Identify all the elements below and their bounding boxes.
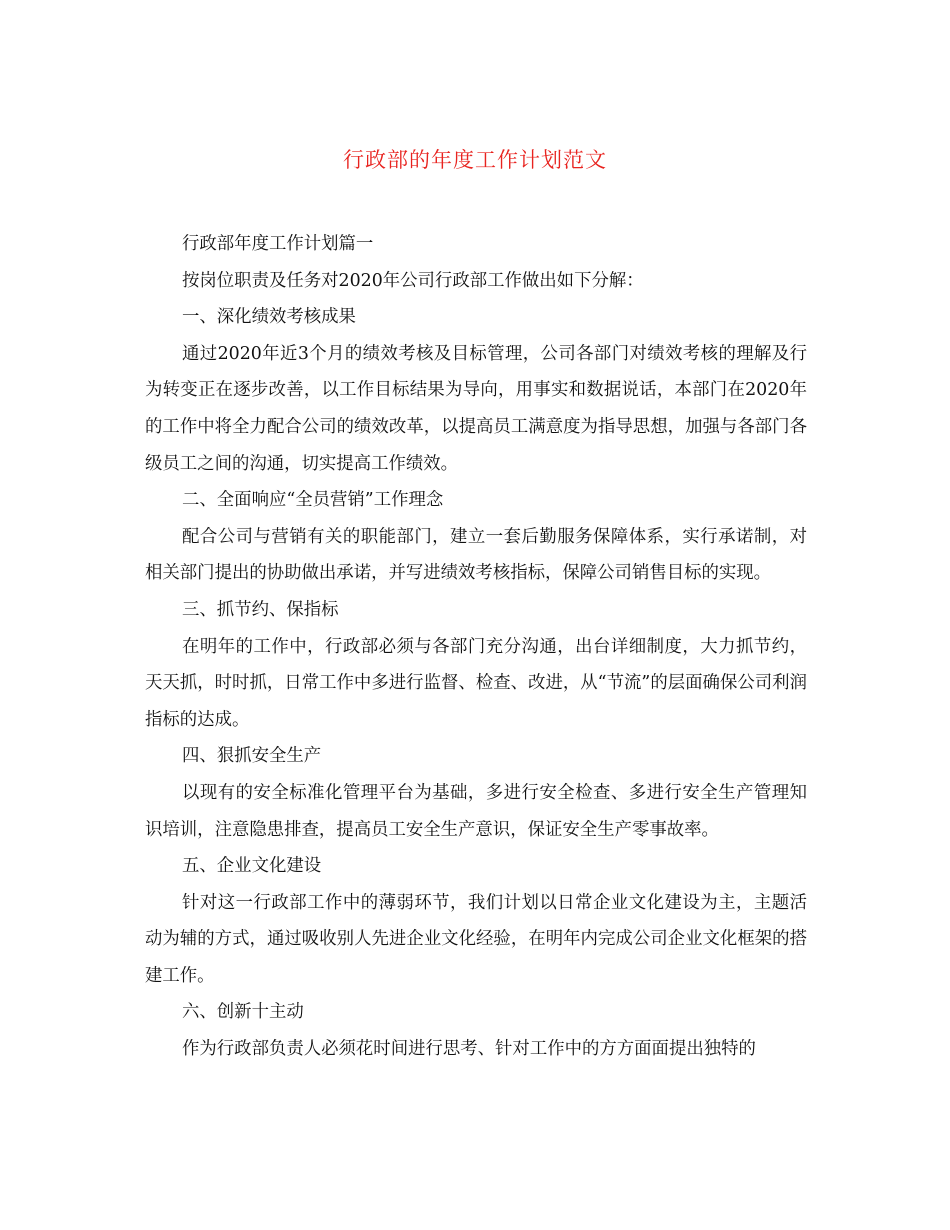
paragraph-intro: 按岗位职责及任务对2020年公司行政部工作做出如下分解： [182,270,644,291]
paragraph-4: 以现有的安全标准化管理平台为基础，多进行安全检查、多进行安全生产管理知识培训，注意隐患排查，提高员工安全生产意识，保证安全生产零事故率。 [145,782,807,840]
document-body [145,226,807,1068]
paragraph-1: 通过2020年近3个月的绩效考核及目标管理，公司各部门对绩效考核的理解及行为转变正在逐步改善，以工作目标结果为导向，用事实和数据说话，本部门在2020年的工作中将全力配合公司的绩效改革，以提高员工满意度为指导思想，加强与各部门各级员工之间的沟通，切实提高工作绩效。 [145,343,807,474]
paragraph-5: 针对这一行政部工作中的薄弱环节，我们计划以日常企业文化建设为主，主题活动为辅的方式，通过吸收别人先进企业文化经验，在明年内完成公司企业文化框架的搭建工作。 [145,892,807,986]
heading-4: 四、狠抓安全生产 [182,746,322,767]
heading-5: 五、企业文化建设 [182,856,322,877]
paragraph-3: 在明年的工作中，行政部必须与各部门充分沟通，出台详细制度，大力抓节约，天天抓，时时抓，日常工作中多进行监督、检查、改进，从“节流”的层面确保公司利润指标的达成。 [145,636,807,730]
heading-1: 一、深化绩效考核成果 [182,307,356,328]
paragraph-2: 配合公司与营销有关的职能部门，建立一套后勤服务保障体系，实行承诺制，对相关部门提出的协助做出承诺，并写进绩效考核指标，保障公司销售目标的实现。 [145,526,807,584]
document-title: 行政部的年度工作计划范文 [343,148,607,172]
heading-2: 二、全面响应“全员营销”工作理念 [182,490,444,511]
heading-3: 三、抓节约、保指标 [182,599,339,620]
heading-6: 六、创新十主动 [182,1002,304,1023]
paragraph-6: 作为行政部负责人必须花时间进行思考、针对工作中的方方面面提出独特的 [182,1039,756,1060]
paragraph-section-heading: 行政部年度工作计划篇一 [182,234,374,254]
